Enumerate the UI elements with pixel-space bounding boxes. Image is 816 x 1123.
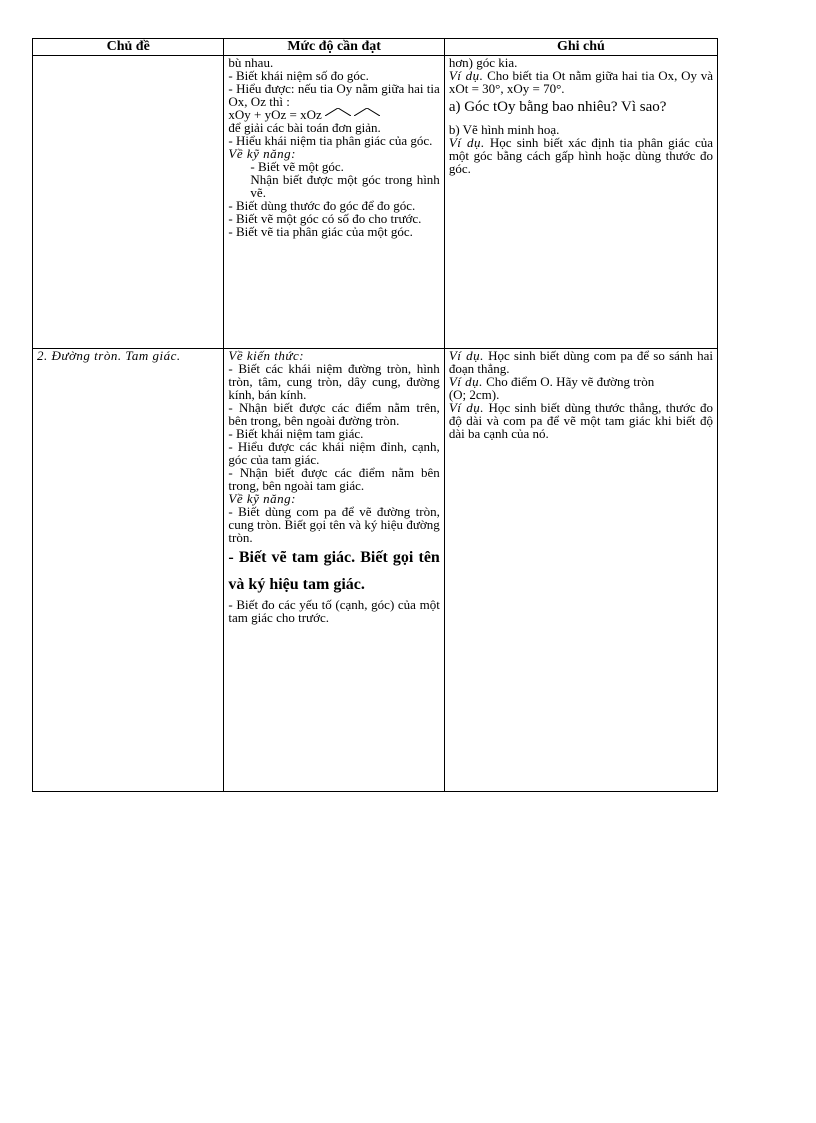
table-header-row — [33, 39, 718, 56]
header-topic: Chủ đề — [33, 39, 224, 56]
note-example: Ví dụ. Học sinh biết dùng thước thẳng, thước đo độ dài và com pa để vẽ một tam giác khi biết độ dài ba cạnh của nó. — [448, 400, 714, 441]
header-requirements: Mức độ cần đạt — [224, 39, 444, 56]
list-item: - Biết khái niệm tam giác. — [228, 426, 364, 441]
note-example: (O; 2cm). — [448, 387, 500, 402]
row2-requirements — [224, 349, 444, 792]
row1-notes — [444, 56, 717, 349]
row2-topic: 2. Đường tròn. Tam giác. — [33, 349, 224, 792]
angle-formula: xOy + yOz = xOz — [228, 108, 439, 121]
row1-requirements — [224, 56, 444, 349]
header-notes: Ghi chú — [444, 39, 717, 56]
note-example: Ví dụ. Học sinh biết xác định tia phân giác của một góc bằng cách gấp hình hoặc dùng thước đo góc. — [448, 135, 714, 176]
curriculum-table — [32, 38, 718, 792]
list-item: - Nhận biết được các điểm nằm trên, bên trong, bên ngoài đường tròn. — [228, 400, 440, 428]
list-item: - Nhận biết được các điểm nằm bên trong, bên ngoài tam giác. — [228, 465, 440, 493]
list-item: - Biết vẽ tia phân giác của một góc. — [228, 224, 413, 239]
row1-topic — [33, 56, 224, 349]
list-item: - Biết vẽ một góc có số đo cho trước. — [228, 211, 422, 226]
table-row — [33, 349, 718, 792]
section-label: Về kỹ năng: — [228, 146, 297, 161]
list-item: - Biết đo các yếu tố (cạnh, góc) của một tam giác cho trước. — [228, 597, 440, 625]
section-label: Về kiến thức: — [228, 348, 305, 363]
angle-hat-icon — [354, 108, 380, 116]
note-question-b: b) Vẽ hình minh hoạ. — [448, 122, 560, 137]
list-item: - Biết vẽ tam giác. Biết gọi tên và ký hiệu tam giác. — [228, 549, 440, 593]
note-question-a: a) Góc tOy bằng bao nhiêu? Vì sao? — [448, 99, 667, 115]
list-item: - Biết vẽ một góc. — [250, 159, 344, 174]
table-row — [33, 56, 718, 349]
angle-hat-icon — [325, 108, 351, 116]
list-item: - Biết dùng thước đo góc để đo góc. — [228, 198, 416, 213]
note-example: Ví dụ. Học sinh biết dùng com pa để so sánh hai đoạn thẳng. — [448, 348, 714, 376]
note-example: Ví dụ. Cho biết tia Ot nằm giữa hai tia Ox, Oy và xOt = 30°, xOy = 70°. — [448, 68, 713, 96]
list-item: - Hiểu được: nếu tia Oy nằm giữa hai tia Ox, Oz thì : — [228, 81, 440, 109]
list-item: - Biết khái niệm số đo góc. — [228, 68, 369, 83]
list-item: - Biết dùng com pa để vẽ đường tròn, cung tròn. Biết gọi tên và ký hiệu đường tròn. — [228, 504, 440, 545]
list-item: - Biết các khái niệm đường tròn, hình tròn, tâm, cung tròn, dây cung, đường kính, bán kính. — [228, 361, 440, 402]
list-item: - Hiểu khái niệm tia phân giác của góc. — [228, 133, 433, 148]
row2-notes — [444, 349, 717, 792]
note-example: Ví dụ. Cho điểm O. Hãy vẽ đường tròn — [448, 374, 655, 389]
list-item: bù nhau. — [228, 55, 274, 70]
note-line: hơn) góc kia. — [448, 55, 518, 70]
section-label: Về kỹ năng: — [228, 491, 297, 506]
list-item: - Hiểu được các khái niệm đỉnh, cạnh, góc của tam giác. — [228, 439, 440, 467]
list-item: để giải các bài toán đơn giản. — [228, 120, 381, 135]
list-item: Nhận biết được một góc trong hình vẽ. — [250, 172, 440, 200]
